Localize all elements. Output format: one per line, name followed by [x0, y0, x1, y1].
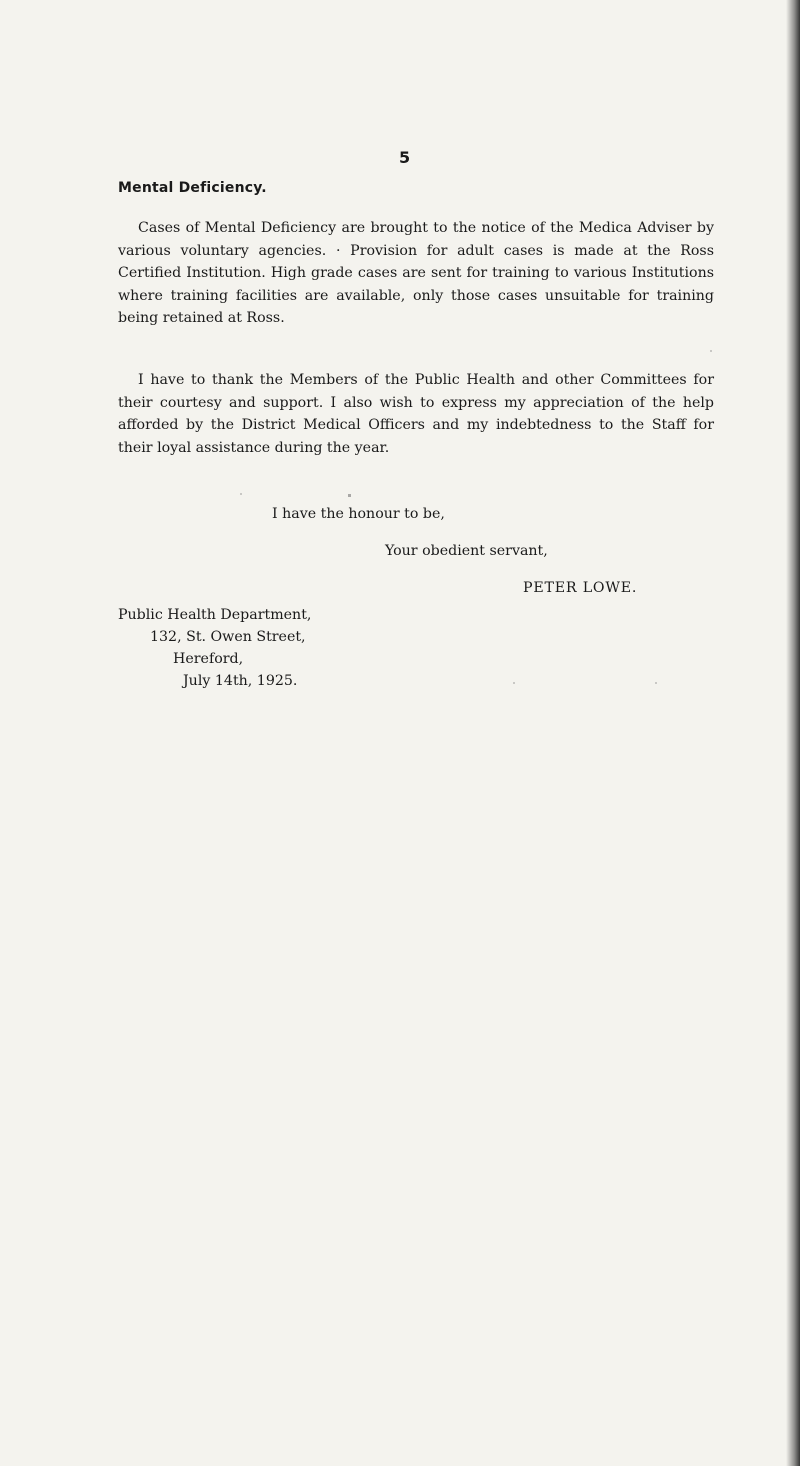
section-heading: Mental Deficiency.: [118, 180, 267, 196]
closing-line: I have the honour to be,: [272, 506, 445, 522]
paragraph-text: Cases of Mental Deficiency are brought to the notice of the Medica Adviser by various voluntary agencies. · Provision for adult cases is made at the Ross Certified Institution. High grade cases are sent for training to various Institutions where training facilities are available, only those cases unsuitable for training being retained at Ross.: [118, 220, 714, 326]
valediction: Your obedient servant,: [385, 543, 548, 559]
address-line-city: Hereford,: [173, 651, 244, 667]
scan-speck: [240, 493, 242, 495]
scan-speck: [710, 350, 712, 352]
address-line-date: July 14th, 1925.: [183, 673, 298, 689]
address-line-department: Public Health Department,: [118, 607, 312, 623]
scan-speck: [513, 682, 515, 684]
scan-speck: [348, 494, 351, 497]
paragraph-acknowledgements: [118, 369, 714, 459]
page-number: 5: [399, 148, 411, 167]
address-line-street: 132, St. Owen Street,: [150, 629, 306, 645]
paragraph-text: I have to thank the Members of the Public Health and other Committees for their courtesy and support. I also wish to express my appreciation of the help afforded by the District Medical Officers and my indebtedness to the Staff for their loyal assistance during the year.: [118, 372, 714, 456]
paragraph-mental-deficiency: [118, 217, 714, 330]
scan-speck: [655, 682, 657, 684]
signature-name: PETER LOWE.: [523, 580, 638, 596]
page-edge-shadow: [786, 0, 800, 1466]
